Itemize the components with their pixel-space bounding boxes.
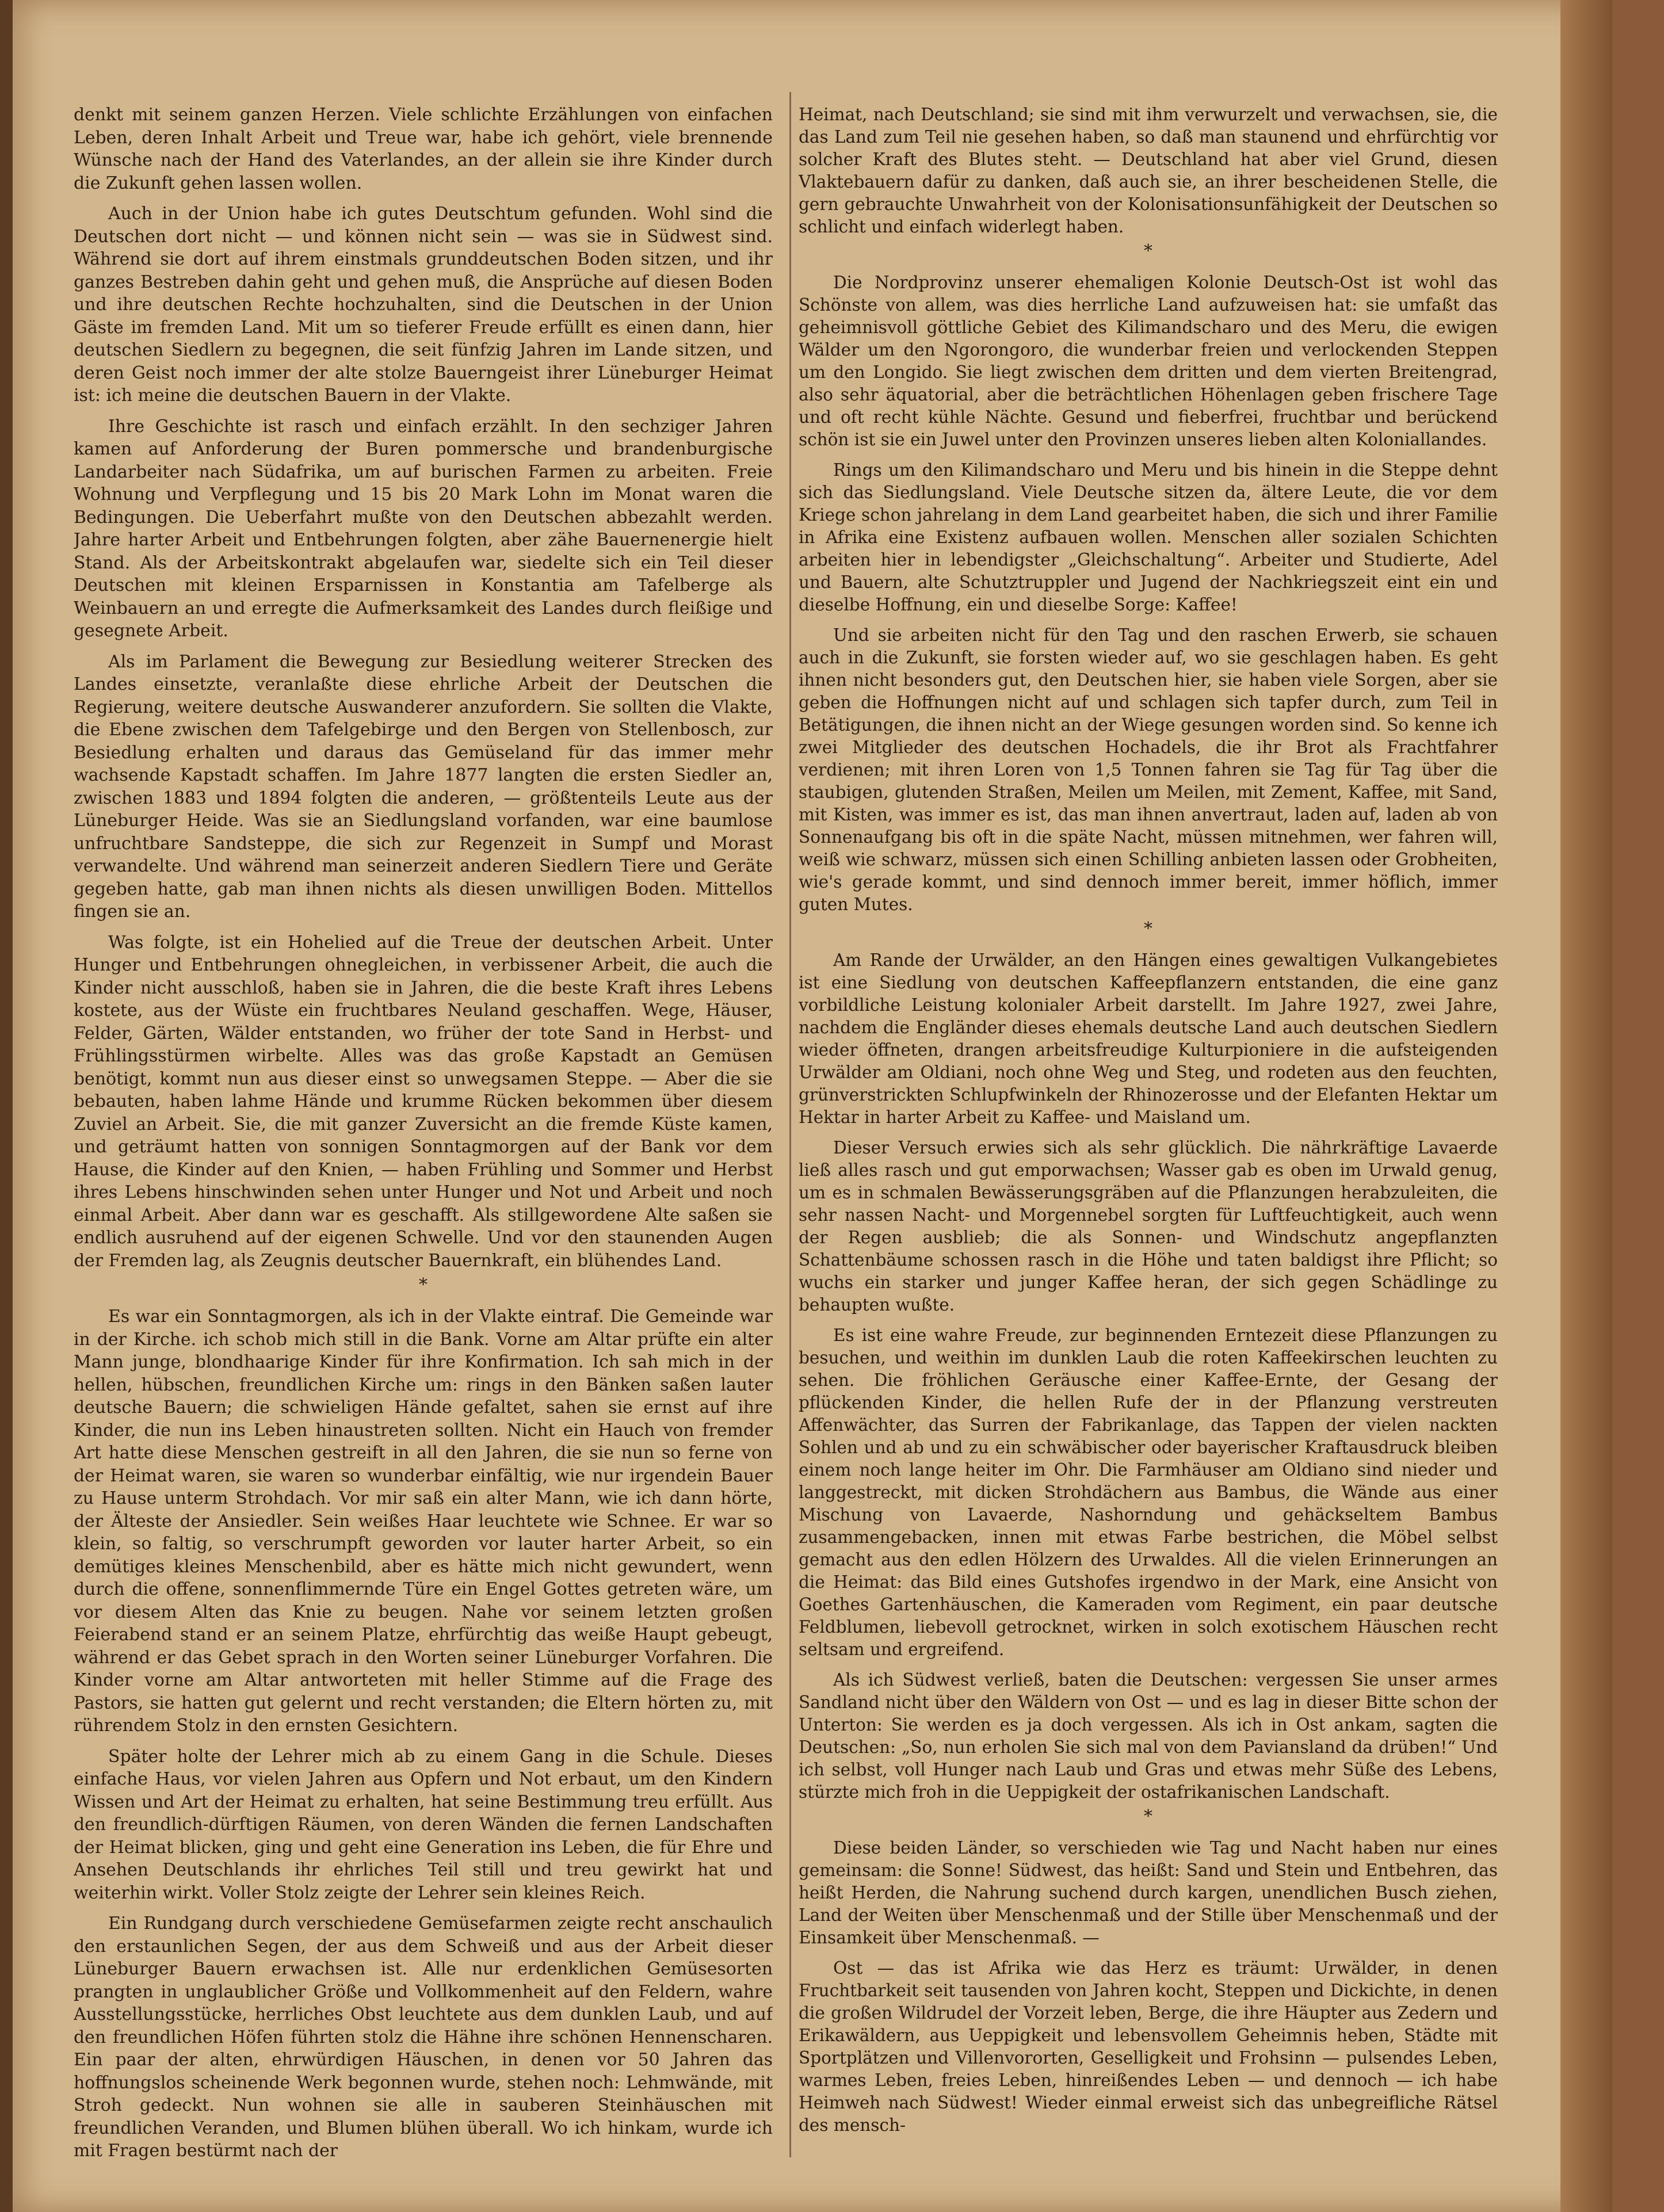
body-paragraph: Diese beiden Länder, so verschieden wie Tag und Nacht haben nur eines gemeinsam: die Sonne! Südwest, das heißt: Sand und Stein und Entbehren, das heißt Herden, die Nahrung suchend durch kargen, unendlichen Busch ziehen, Land der Weiten über Menschenmaß und der Stille über Menschenmaß und der Einsamkeit über Menschenmaß. —	[799, 1838, 1498, 1947]
body-paragraph: Später holte der Lehrer mich ab zu einem Gang in die Schule. Dieses einfache Haus, vor vielen Jahren aus Opfern und Not erbaut, um den Kindern Wissen und Art der Heimat zu erhalten, hat seine Bestimmung treu erfüllt. Aus den freundlich-dürftigen Räumen, von deren Wänden die fernen Landschaften der Heimat blicken, ging und geht eine Generation ins Leben, die für Ehre und Ansehen Deutschlands ihr ehrliches Teil still und treu gewirkt hat und weiterhin wirkt. Voller Stolz zeigte der Lehrer sein kleines Reich.	[74, 1746, 773, 1903]
body-paragraph: Rings um den Kilimandscharo und Meru und bis hinein in die Steppe dehnt sich das Siedlungsland. Viele Deutsche sitzen da, ältere Leute, die vor dem Kriege schon jahrelang in dem Land gearbeitet haben, die sich und ihrer Familie in Afrika eine Existenz aufbauen wollen. Menschen aller sozialen Schichten arbeiten hier in lebendigster „Gleichschaltung“. Arbeiter und Studierte, Adel und Bauern, alte Schutztruppler und Jugend der Nachkriegszeit eint ein und dieselbe Hoffnung, ein und dieselbe Sorge: Kaffee!	[799, 460, 1498, 614]
section-separator-star: *	[1144, 919, 1152, 939]
section-separator-star: *	[1144, 1806, 1152, 1827]
body-paragraph: Ost — das ist Afrika wie das Herz es träumt: Urwälder, in denen Fruchtbarkeit seit tausenden von Jahren kocht, Steppen und Dickichte, in denen die großen Wildrudel der Vorzeit leben, Berge, die ihre Häupter aus Zedern und Erikawäldern, aus Ueppigkeit und lebensvollem Geheimnis heben, Städte mit Sportplätzen und Villenvororten, Geselligkeit und Frohsinn — pulsendes Leben, warmes Leben, freies Leben, hinreißendes Leben — und dennoch — ich habe Heimweh nach Südwest! Wieder einmal erweist sich das unbegreifliche Rätsel des mensch-	[799, 1958, 1498, 2135]
column-divider-rule	[789, 92, 791, 2157]
right-text-column	[799, 104, 1498, 2175]
body-paragraph: Als im Parlament die Bewegung zur Besiedlung weiterer Strecken des Landes einsetzte, veranlaßte diese ehrliche Arbeit der Deutschen die Regierung, weitere deutsche Auswanderer anzufordern. Sie sollten die Vlakte, die Ebene zwischen dem Tafelgebirge und den Bergen von Stellenbosch, zur Besiedlung erhalten und daraus das Gemüseland für das immer mehr wachsende Kapstadt schaffen. Im Jahre 1877 langten die ersten Siedler an, zwischen 1883 und 1894 folgten die anderen, — größtenteils Leute aus der Lüneburger Heide. Was sie an Siedlungsland vorfanden, war eine baumlose unfruchtbare Sandsteppe, die sich zur Regenzeit in Sumpf und Morast verwandelte. Und während man seinerzeit anderen Siedlern Tiere und Geräte gegeben hatte, gab man ihnen nichts als diesen unwilligen Boden. Mittellos fingen sie an.	[74, 651, 773, 922]
left-text-column	[74, 104, 773, 2175]
body-paragraph: Die Nordprovinz unserer ehemaligen Kolonie Deutsch-Ost ist wohl das Schönste von allem, was dies herrliche Land aufzuweisen hat: sie umfaßt das geheimnisvoll göttliche Gebiet des Kilimandscharo und des Meru, die ewigen Wälder um den Ngorongoro, die wunderbar freien und verlockenden Steppen um den Longido. Sie liegt zwischen dem dritten und dem vierten Breitengrad, also sehr äquatorial, aber die beträchtlichen Höhenlagen geben frischere Tage und oft recht kühle Nächte. Gesund und fieberfrei, fruchtbar und berückend schön ist sie ein Juwel unter den Provinzen unseres lieben alten Koloniallandes.	[799, 273, 1498, 449]
body-paragraph: Am Rande der Urwälder, an den Hängen eines gewaltigen Vulkangebietes ist eine Siedlung von deutschen Kaffeepflanzern entstanden, die eine ganz vorbildliche Leistung kolonialer Arbeit darstellt. Im Jahre 1927, zwei Jahre, nachdem die Engländer dieses ehemals deutsche Land auch deutschen Siedlern wieder öffneten, drangen arbeitsfreudige Kulturpioniere in die aufsteigenden Urwälder am Oldiani, noch ohne Weg und Steg, und rodeten aus den feuchten, grünverstrickten Schlupfwinkeln der Rhinozerosse und der Elefanten Hektar um Hektar in harter Arbeit zu Kaffee- und Maisland um.	[799, 950, 1498, 1127]
body-paragraph: Ein Rundgang durch verschiedene Gemüsefarmen zeigte recht anschaulich den erstaunlichen Segen, der aus dem Schweiß und aus der Arbeit dieser Lüneburger Bauern erwachsen ist. Alle nur erdenklichen Gemüsesorten prangten in unglaublicher Größe und Vollkommenheit auf den Feldern, wahre Ausstellungsstücke, herrliches Obst leuchtete aus dem dunklen Laub, und auf den freundlichen Höfen führten stolz die Hähne ihre schönen Hennenscharen. Ein paar der alten, ehrwürdigen Häuschen, in denen vor 50 Jahren das hoffnungslos scheinende Werk begonnen wurde, stehen noch: Lehmwände, mit Stroh gedeckt. Nun wohnen sie alle in sauberen Steinhäuschen mit freundlichen Veranden, und Blumen blühen überall. Wo ich hinkam, wurde ich mit Fragen bestürmt nach der	[74, 1913, 773, 2161]
section-separator-star: *	[1144, 241, 1152, 261]
body-paragraph: Was folgte, ist ein Hohelied auf die Treue der deutschen Arbeit. Unter Hunger und Entbehrungen ohnegleichen, in verbissener Arbeit, die auch die Kinder nicht ausschloß, haben sie in Jahren, die die beste Kraft ihres Lebens kostete, aus der Wüste ein fruchtbares Neuland geschaffen. Wege, Häuser, Felder, Gärten, Wälder entstanden, wo früher der tote Sand in Herbst- und Frühlingsstürmen wirbelte. Alles was das große Kapstadt an Gemüsen benötigt, kommt nun aus dieser einst so unwegsamen Steppe. — Aber die sie bebauten, haben lahme Hände und krumme Rücken bekommen über diesem Zuviel an Arbeit. Sie, die mit ganzer Zuversicht an die fremde Küste kamen, und geträumt hatten von sonnigen Sonntagmorgen auf der Bank vor dem Hause, die Kinder auf den Knien, — haben Frühling und Sommer und Herbst ihres Lebens hinschwinden sehen unter Hunger und Not und Arbeit und noch einmal Arbeit. Aber dann war es geschafft. Als stillgewordene Alte saßen sie endlich ausruhend auf der eigenen Schwelle. Und vor den staunenden Augen der Fremden lag, als Zeugnis deutscher Bauernkraft, ein blühendes Land.	[74, 932, 773, 1271]
body-paragraph: Und sie arbeiten nicht für den Tag und den raschen Erwerb, sie schauen auch in die Zukunft, sie forsten wieder auf, wo sie geschlagen haben. Es geht ihnen nicht besonders gut, den Deutschen hier, sie haben viele Sorgen, aber sie geben die Hoffnungen nicht auf und schlagen sich tapfer durch, zum Teil in Betätigungen, die ihnen nicht an der Wiege gesungen worden sind. So kenne ich zwei Mitglieder des deutschen Hochadels, die ihr Brot als Frachtfahrer verdienen; mit ihren Loren von 1,5 Tonnen fahren sie Tag für Tag über die staubigen, glutenden Straßen, Meilen um Meilen, mit Zement, Kaffee, mit Sand, mit Kisten, was immer es ist, das man ihnen anvertraut, laden auf, laden ab von Sonnenaufgang bis oft in die späte Nacht, müssen mitnehmen, wer fahren will, weiß wie schwarz, müssen sich einen Schilling anbieten lassen oder Grobheiten, wie's gerade kommt, und sind dennoch immer bereit, immer höflich, immer guten Mutes.	[799, 625, 1498, 914]
page-binding-edge	[0, 0, 13, 2212]
section-separator-star: *	[419, 1275, 428, 1295]
page-edge-shadow	[1560, 0, 1612, 2212]
body-paragraph: Ihre Geschichte ist rasch und einfach erzählt. In den sechziger Jahren kamen auf Anforderung der Buren pommersche und brandenburgische Landarbeiter nach Südafrika, um auf burischen Farmen zu arbeiten. Freie Wohnung und Verpflegung und 15 bis 20 Mark Lohn im Monat waren die Bedingungen. Die Ueberfahrt mußte von den Deutschen abbezahlt werden. Jahre harter Arbeit und Entbehrungen folgten, aber zähe Bauernenergie hielt Stand. Als der Arbeitskontrakt abgelaufen war, siedelte sich ein Teil dieser Deutschen mit kleinen Ersparnissen in Konstantia am Tafelberge als Weinbauern an und erregte die Aufmerksamkeit des Landes durch fleißige und gesegnete Arbeit.	[74, 416, 773, 641]
body-paragraph: Dieser Versuch erwies sich als sehr glücklich. Die nährkräftige Lavaerde ließ alles rasch und gut emporwachsen; Wasser gab es oben im Urwald genug, um es in schmalen Bewässerungsgräben auf die Pflanzungen herabzuleiten, die sehr nassen Nacht- und Morgennebel sorgten für Luftfeuchtigkeit, auch wenn der Regen ausblieb; die als Sonnen- und Windschutz angepflanzten Schattenbäume schossen rasch in die Höhe und taten baldigst ihre Pflicht; so wuchs ein starker und junger Kaffee heran, der sich gegen Schädlinge zu behaupten wußte.	[799, 1138, 1498, 1315]
body-paragraph: Heimat, nach Deutschland; sie sind mit ihm verwurzelt und verwachsen, sie, die das Land zum Teil nie gesehen haben, so daß man staunend und ehrfürchtig vor solcher Kraft des Blutes steht. — Deutschland hat aber viel Grund, diesen Vlaktebauern dafür zu danken, daß auch sie, an ihrer bescheidenen Stelle, die gern gebrauchte Unwahrheit von der Kolonisationsunfähigkeit der Deutschen so schlicht und einfach widerlegt haben.	[799, 105, 1498, 236]
body-paragraph: denkt mit seinem ganzen Herzen. Viele schlichte Erzählungen von einfachen Leben, deren Inhalt Arbeit und Treue war, habe ich gehört, viele brennende Wünsche nach der Hand des Vaterlandes, an der allein sie ihre Kinder durch die Zukunft gehen lassen wollen.	[74, 105, 773, 193]
body-paragraph: Auch in der Union habe ich gutes Deutschtum gefunden. Wohl sind die Deutschen dort nicht — und können nicht sein — was sie in Südwest sind. Während sie dort auf ihrem einstmals grunddeutschen Boden sitzen, und ihr ganzes Bestreben dahin geht und gehen muß, die Ansprüche auf diesen Boden und ihre deutschen Rechte hochzuhalten, sind die Deutschen in der Union Gäste im fremden Land. Mit um so tieferer Freude erfüllt es einen dann, hier deutschen Siedlern zu begegnen, die seit fünfzig Jahren im Lande sitzen, und deren Geist noch immer der alte stolze Bauerngeist ihrer Lüneburger Heimat ist: ich meine die deutschen Bauern in der Vlakte.	[74, 204, 773, 406]
body-paragraph: Als ich Südwest verließ, baten die Deutschen: vergessen Sie unser armes Sandland nicht über den Wäldern von Ost — und es lag in dieser Bitte schon der Unterton: Sie werden es ja doch vergessen. Als ich in Ost ankam, sagten die Deutschen: „So, nun erholen Sie sich mal von dem Paviansland da drüben!“ Und ich selbst, voll Hunger nach Laub und Gras und etwas mehr Süße des Lebens, stürzte mich froh in die Ueppigkeit der ostafrikanischen Landschaft.	[799, 1670, 1498, 1802]
body-paragraph: Es war ein Sonntagmorgen, als ich in der Vlakte eintraf. Die Gemeinde war in der Kirche. ich schob mich still in die Bank. Vorne am Altar prüfte ein alter Mann junge, blondhaarige Kinder für ihre Konfirmation. Ich sah mich in der hellen, hübschen, freundlichen Kirche um: rings in den Bänken saßen lauter deutsche Bauern; die schwieligen Hände gefaltet, sahen sie ernst auf ihre Kinder, die nun ins Leben hinaustreten sollten. Nicht ein Hauch von fremder Art hatte diese Menschen gestreift in all den Jahren, die sie nun so ferne von der Heimat waren, sie waren so wunderbar einfältig, wie nur irgendein Bauer zu Hause unterm Strohdach. Vor mir saß ein alter Mann, wie ich dann hörte, der Älteste der Ansiedler. Sein weißes Haar leuchtete wie Schnee. Er war so klein, so faltig, so verschrumpft geworden vor lauter harter Arbeit, so ein demütiges kleines Menschenbild, aber es hätte mich nicht gewundert, wenn durch die offene, sonnenflimmernde Türe ein Engel Gottes getreten wäre, um vor diesem Alten das Knie zu beugen. Nahe vor seinem letzten großen Feierabend stand er an seinem Platze, ehrfürchtig das weiße Haupt gebeugt, während er das Gebet sprach in den Worten seiner Lüneburger Vorfahren. Die Kinder vorne am Altar antworteten mit heller Stimme auf die Frage des Pastors, sie hatten gut gelernt und recht verstanden; die Eltern hörten zu, mit rührendem Stolz in den ernsten Gesichtern.	[74, 1306, 773, 1736]
body-paragraph: Es ist eine wahre Freude, zur beginnenden Erntezeit diese Pflanzungen zu besuchen, und weithin im dunklen Laub die roten Kaffeekirschen leuchten zu sehen. Die fröhlichen Geräusche einer Kaffee-Ernte, der Gesang der pflückenden Kinder, die hellen Rufe der in der Pflanzung verstreuten Affenwächter, das Surren der Fabrikanlage, das Tappen der vielen nackten Sohlen und ab und zu ein schwäbischer oder bayerischer Kraftausdruck bleiben einem noch lange heiter im Ohr. Die Farmhäuser am Oldiano sind nieder und langgestreckt, mit dicken Strohdächern aus Bambus, die Wände aus einer Mischung von Lavaerde, Nashorndung und gehäckseltem Bambus zusammengebacken, innen mit etwas Farbe bestrichen, die Möbel selbst gemacht aus den edlen Hölzern des Urwaldes. All die vielen Erinnerungen an die Heimat: das Bild eines Gutshofes irgendwo in der Mark, eine Ansicht von Goethes Gartenhäuschen, die Kameraden vom Regiment, ein paar deutsche Feldblumen, liebevoll getrocknet, wirken in solch exotischem Häuschen recht seltsam und ergreifend.	[799, 1325, 1498, 1659]
